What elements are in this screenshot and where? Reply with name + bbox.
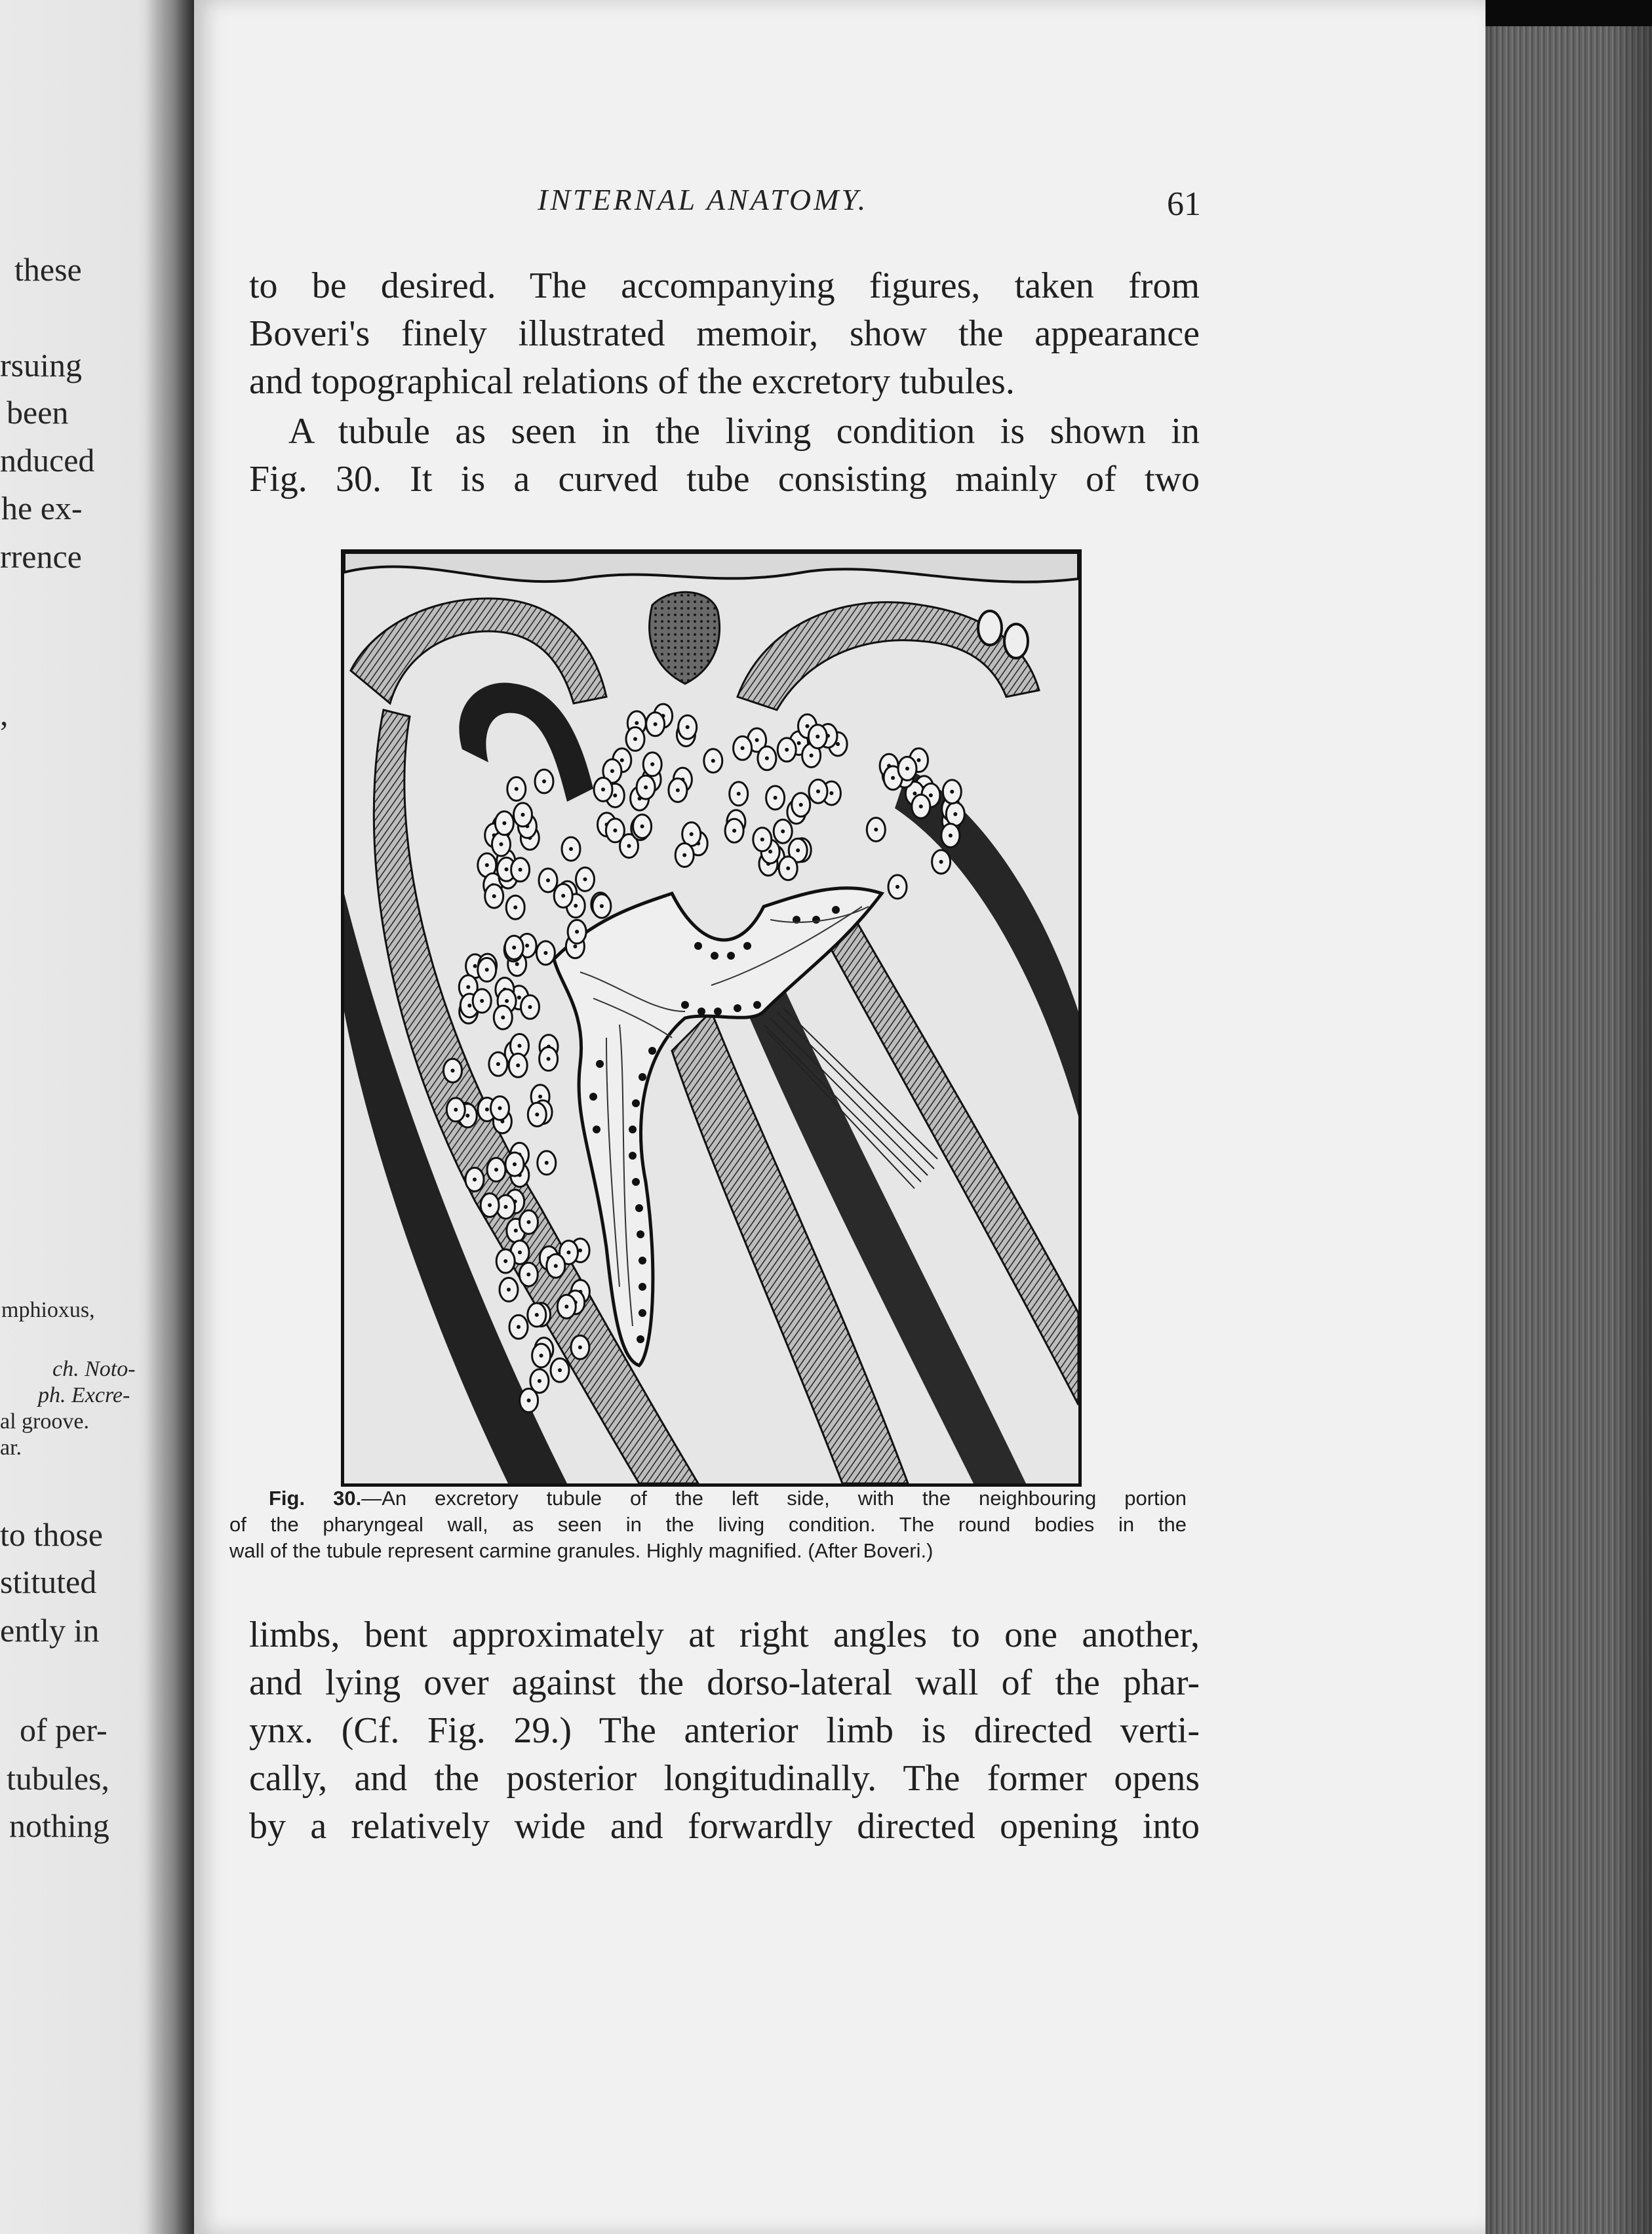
paragraph-2: [249, 408, 1200, 503]
left-page-caption-fragment: ph. Excre-: [38, 1383, 130, 1407]
left-page-caption-fragment: al groove.: [0, 1409, 89, 1434]
figure-illustration: [341, 549, 1082, 1487]
text-line: to be desired. The accompanying figures, taken from: [249, 265, 1200, 306]
left-page-line: to those: [0, 1516, 103, 1553]
running-head: INTERNAL ANATOMY.: [538, 183, 869, 216]
figure-label: Fig. 30.: [269, 1487, 362, 1510]
text-line: cally, and the posterior longitudinally. The former opens: [249, 1758, 1200, 1799]
paragraph-3: [249, 1611, 1200, 1851]
figure-caption: [229, 1485, 1187, 1564]
caption-line-1: [229, 1485, 1187, 1512]
left-page-mark: ,: [0, 696, 9, 732]
left-page-line: nothing: [9, 1807, 109, 1844]
left-page-line: he ex-: [1, 490, 83, 526]
text-line: A tubule as seen in the living condition is shown in: [288, 411, 1200, 452]
caption-text: —An excretory tubule of the left side, with the neighbouring portion: [361, 1487, 1187, 1510]
left-page-line: nduced: [0, 442, 95, 479]
left-facing-page: [0, 0, 197, 2234]
page-number: 61: [1167, 186, 1201, 223]
text-line: and lying over against the dorso-lateral wall of the phar-: [249, 1662, 1200, 1703]
text-line: Boveri's finely illustrated memoir, show the appearance: [249, 313, 1200, 354]
left-page-line: of per-: [20, 1712, 108, 1748]
left-page-line: ently in: [0, 1612, 100, 1649]
text-line: by a relatively wide and forwardly directed opening into: [249, 1806, 1200, 1847]
left-page-line: tubules,: [7, 1760, 109, 1797]
text-line: Fig. 30. It is a curved tube consisting mainly of two: [249, 459, 1200, 500]
text-line: ynx. (Cf. Fig. 29.) The anterior limb is directed verti-: [249, 1710, 1200, 1751]
left-page-caption-fragment: mphioxus,: [1, 1298, 95, 1322]
left-page-line: rrence: [0, 538, 82, 575]
paragraph-1: [249, 262, 1200, 406]
text-line: and topographical relations of the excretory tubules.: [249, 361, 1015, 402]
caption-line: of the pharyngeal wall, as seen in the living condition. The round bodies in the: [229, 1513, 1187, 1536]
left-page-line: been: [7, 394, 69, 431]
left-page-line: these: [14, 251, 82, 288]
left-page-line: stituted: [0, 1563, 97, 1600]
left-page-line: rsuing: [0, 347, 82, 383]
text-line: limbs, bent approximately at right angles to one another,: [249, 1615, 1200, 1655]
left-page-gutter-shadow: [146, 0, 197, 2234]
left-page-caption-fragment: ar.: [0, 1436, 22, 1460]
left-page-caption-fragment: ch. Noto-: [52, 1357, 136, 1381]
excretory-tubule-drawing: [344, 553, 1078, 1483]
caption-line: wall of the tubule represent carmine granules. Highly magnified. (After Boveri.): [229, 1539, 934, 1562]
